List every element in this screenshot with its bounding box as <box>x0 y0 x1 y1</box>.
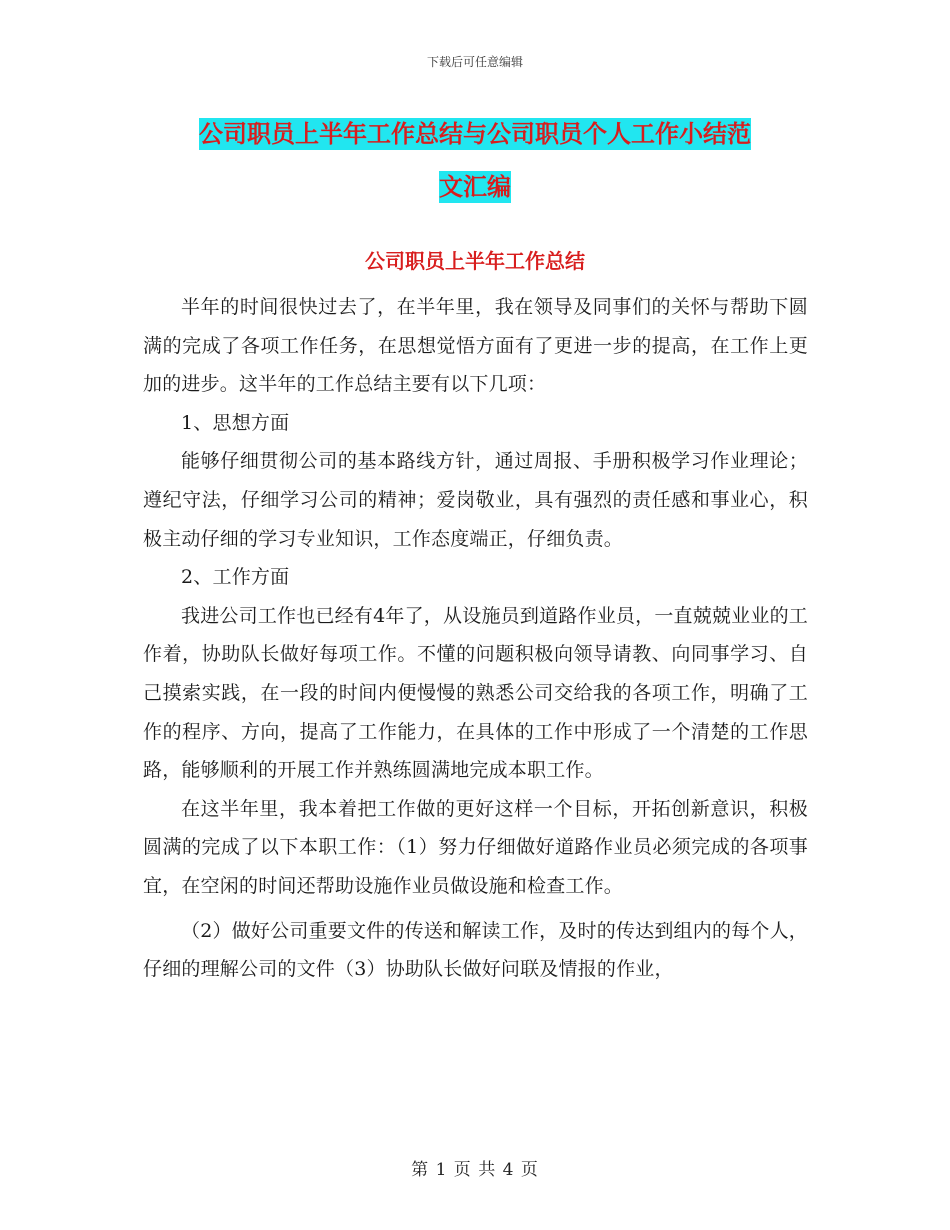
section-title: 公司职员上半年工作总结 <box>365 249 585 273</box>
heading-thought: 1、思想方面 <box>181 411 290 434</box>
title-line-2: 文汇编 <box>439 173 511 201</box>
document-title <box>140 108 810 214</box>
paragraph-intro: 半年的时间很快过去了，在半年里，我在领导及同事们的关怀与帮助下圆满的完成了各项工作任务，在思想觉悟方面有了更进一步的提高，在工作上更加的进步。这半年的工作总结主要有以下几项： <box>143 296 808 396</box>
page-header: 下载后可任意编辑 <box>426 55 523 69</box>
paragraph-work: 我进公司工作也已经有4年了，从设施员到道路作业员，一直兢兢业业的工作着，协助队长做好每项工作。不懂的问题积极向领导请教、向同事学习、自己摸索实践，在一段的时间内便慢慢的熟悉公司交给我的各项工作，明确了工作的程序、方向，提高了工作能力，在具体的工作中形成了一个清楚的工作思路，能够顺利的开展工作并熟练圆满地完成本职工作。 <box>143 604 808 782</box>
paragraph-documents: （2）做好公司重要文件的传送和解读工作，及时的传达到组内的每个人，仔细的理解公司的文件（3）协助队长做好问联及情报的作业， <box>143 919 808 981</box>
paragraph-thought: 能够仔细贯彻公司的基本路线方针，通过周报、手册积极学习作业理论；遵纪守法，仔细学习公司的精神；爱岗敬业，具有强烈的责任感和事业心，积极主动仔细的学习专业知识，工作态度端正，仔细负责。 <box>143 450 808 550</box>
heading-work: 2、工作方面 <box>181 566 290 589</box>
document-body <box>143 288 808 989</box>
title-line-1: 公司职员上半年工作总结与公司职员个人工作小结范 <box>199 120 751 148</box>
page-footer: 第 1 页 共 4 页 <box>411 1160 539 1180</box>
paragraph-tasks: 在这半年里，我本着把工作做的更好这样一个目标，开拓创新意识，积极圆满的完成了以下本职工作：（1）努力仔细做好道路作业员必须完成的各项事宜，在空闲的时间还帮助设施作业员做设施和检查工作。 <box>143 797 808 897</box>
